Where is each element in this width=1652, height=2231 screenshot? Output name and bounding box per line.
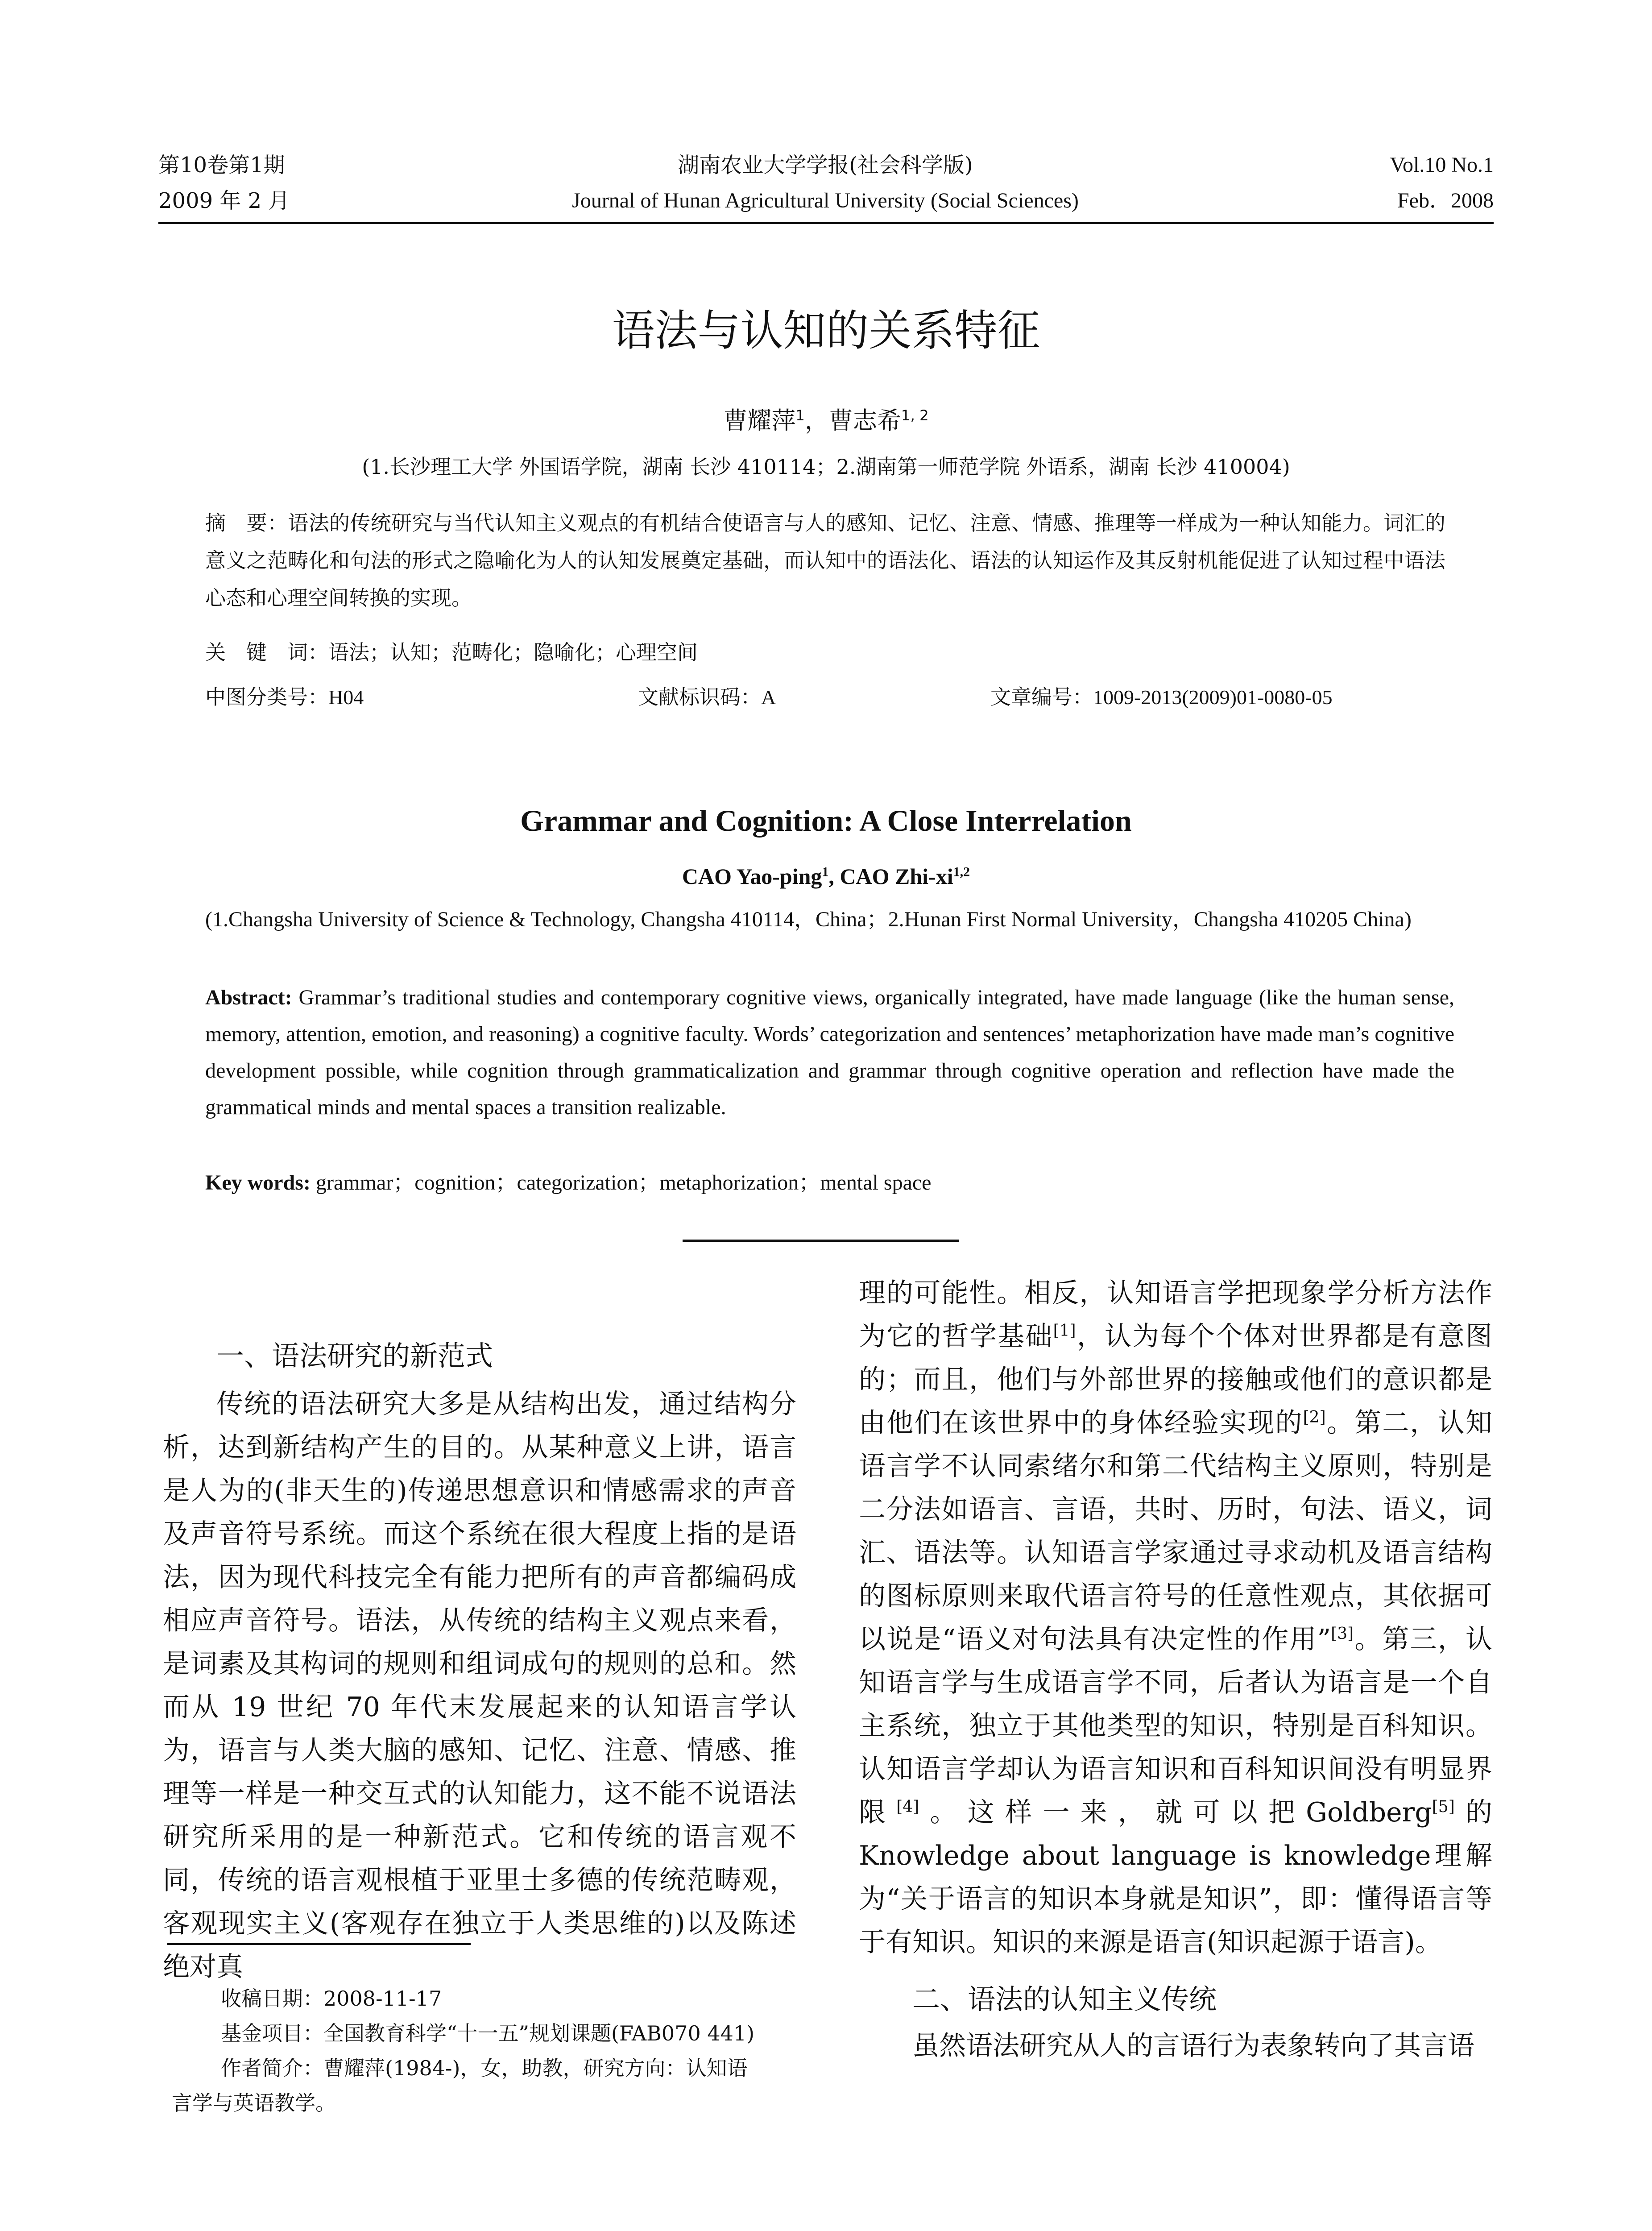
abstract-zh-label: 摘 要：	[205, 511, 288, 535]
author-separator: ，	[804, 406, 829, 435]
keywords-zh-text: 语法；认知；范畴化；隐喻化；心理空间	[328, 640, 698, 664]
body-left-column	[163, 1334, 796, 1989]
citation-4: [4]	[896, 1798, 919, 1816]
authors-en	[0, 863, 1652, 889]
author-2-zh-affil: 1, 2	[901, 407, 929, 424]
abstract-en	[205, 979, 1454, 1126]
article-number	[990, 678, 1333, 716]
footnote-rule	[167, 1943, 471, 1945]
right-p1-part-b: ，认为每个个体对世界都是有意图的；而且，他们与外部世界的接触或他们的意识都是由他们在该世界中的身体经验实现的	[859, 1321, 1493, 1439]
clc-label: 中图分类号：	[205, 685, 328, 709]
header-right	[1092, 147, 1494, 219]
keywords-zh	[205, 634, 1445, 671]
date-zh: 2009 年 2 月	[158, 188, 290, 213]
article-number-value: 1009-2013(2009)01-0080-05	[1093, 686, 1333, 709]
footnotes	[172, 1981, 819, 2120]
document-code	[638, 678, 776, 716]
abstract-en-text: Grammar’s traditional studies and contemporary cognitive views, organically integrated, have made language (like the human sense, memory, attention, emotion, and reasoning) a cognitive faculty. Words’ categorization and sentences’ metaphorization have made man’s cognitive development possible, while cognition through grammaticalization and grammar through cognitive operation and reflection have made the grammatical minds and mental spaces a transition realizable.	[205, 986, 1454, 1119]
header-center	[446, 147, 1205, 219]
citation-5: [5]	[1432, 1798, 1455, 1816]
paper-title-zh: 语法与认知的关系特征	[612, 306, 1040, 356]
clc-number	[205, 678, 364, 716]
affiliation-zh: (1.长沙理工大学 外国语学院，湖南 长沙 410114；2.湖南第一师范学院 外语系，湖南 长沙 410004)	[362, 455, 1290, 479]
authors-zh	[0, 402, 1652, 436]
abstract-zh	[205, 504, 1445, 617]
volume-issue-zh: 第10卷第1期	[158, 153, 285, 178]
author-1-en-affil: 1	[822, 864, 829, 879]
section-1-paragraph: 传统的语法研究大多是从结构出发，通过结构分析，达到新结构产生的目的。从某种意义上讲，语言是人为的(非天生的)传递思想意识和情感需求的声音及声音符号系统。而这个系统在很大程度上指的是语法，因为现代科技完全有能力把所有的声音都编码成相应声音符号。语法，从传统的结构主义观点来看，是词素及其构词的规则和组词成句的规则的总和。然而从 19 世纪 70 年代末发展起来的认知语言学认为，语言与人类大脑的感知、记忆、注意、情感、推理等一样是一种交互式的认知能力，这不能不说语法研究所采用的是一种新范式。它和传统的语言观不同，传统的语言观根植于亚里士多德的传统范畴观，客观现实主义(客观存在独立于人类思维的)以及陈述绝对真	[163, 1389, 796, 1982]
body-right-column	[859, 1272, 1492, 2068]
abstract-en-label: Abstract:	[205, 986, 292, 1009]
section-1-heading: 一、语法研究的新范式	[216, 1339, 493, 1372]
paper-title-en: Grammar and Cognition: A Close Interrelation	[520, 804, 1132, 838]
volume-issue-en: Vol.10 No.1	[1390, 153, 1494, 177]
footnote-author-info: 作者简介：曹耀萍(1984-)，女，助教，研究方向：认知语	[221, 2056, 748, 2080]
affiliation-en: (1.Changsha University of Science & Technology, Changsha 410114，China；2.Hunan First Normal University，Changsha 410205 China)	[205, 908, 1412, 931]
right-paragraph-1	[859, 1272, 1492, 1964]
keywords-en	[205, 1165, 1454, 1201]
citation-3: [3]	[1331, 1625, 1354, 1643]
author-2-en-affil: 1,2	[953, 864, 970, 879]
keywords-zh-label: 关 键 词：	[205, 640, 328, 664]
header-rule	[158, 222, 1494, 224]
citation-2: [2]	[1303, 1408, 1326, 1427]
author-1-en: CAO Yao-ping	[682, 864, 822, 889]
journal-name-en: Journal of Hunan Agricultural University (Social Sciences)	[572, 189, 1079, 212]
section-2-paragraph: 虽然语法研究从人的言语行为表象转向了其言语	[912, 2030, 1474, 2061]
clc-value: H04	[328, 686, 364, 709]
citation-1: [1]	[1053, 1322, 1076, 1340]
author-1-zh: 曹耀萍	[723, 406, 796, 435]
keywords-en-label: Key words:	[205, 1171, 311, 1194]
footnote-author-info-cont: 言学与英语教学。	[172, 2091, 336, 2115]
date-en: Feb．2008	[1397, 189, 1494, 212]
author-en-separator: ,	[828, 864, 840, 889]
journal-name-zh: 湖南农业大学学报(社会科学版)	[678, 153, 973, 178]
author-2-en: CAO Zhi-xi	[840, 864, 953, 889]
right-p1-part-d: 。第三，认知语言学与生成语言学不同，后者认为语言是一个自主系统，独立于其他类型的知识，特别是百科知识。认知语言学却认为语言知识和百科知识间没有明显界限	[859, 1624, 1492, 1828]
right-p1-part-a: 理的可能性。相反，认知语言学把现象学分析方法作为它的哲学基础	[859, 1277, 1492, 1352]
keywords-en-text: grammar；cognition；categorization；metaphorization；mental space	[310, 1171, 932, 1194]
author-1-zh-affil: 1	[795, 407, 805, 424]
abstract-zh-text: 语法的传统研究与当代认知主义观点的有机结合使语言与人的感知、记忆、注意、情感、推理等一样成为一种认知能力。词汇的意义之范畴化和句法的形式之隐喻化为人的认知发展奠定基础，而认知中的语法化、语法的认知运作及其反射机能促进了认知过程中语法心态和心理空间转换的实现。	[205, 511, 1446, 610]
article-number-label: 文章编号：	[990, 685, 1093, 709]
doc-code-value: A	[761, 686, 776, 709]
section-separator	[683, 1240, 959, 1242]
footnote-received-date: 收稿日期：2008-11-17	[221, 1986, 442, 2011]
section-2-heading: 二、语法的认知主义传统	[912, 1983, 1217, 2015]
right-p1-part-f: 的Knowledge about language is knowledge理解为“关于语言的知识本身就是知识”，即：懂得语言等于有知识。知识的来源是语言(知识起源于语言)。	[859, 1797, 1493, 1958]
footnote-fund: 基金项目：全国教育科学“十一五”规划课题(FAB070 441)	[221, 2021, 755, 2045]
right-p1-part-c: 。第二，认知语言学不认同索绪尔和第二代结构主义原则，特别是二分法如语言、言语，共时、历时，句法、语义，词汇、语法等。认知语言学家通过寻求动机及语言结构的图标原则来取代语言符号的任意性观点，其依据可以说是“语义对句法具有决定性的作用”	[859, 1407, 1493, 1655]
author-2-zh: 曹志希	[828, 406, 901, 435]
right-p1-part-e: 。这样一来，就可以把Goldberg	[919, 1797, 1432, 1828]
doc-code-label: 文献标识码：	[638, 685, 761, 709]
